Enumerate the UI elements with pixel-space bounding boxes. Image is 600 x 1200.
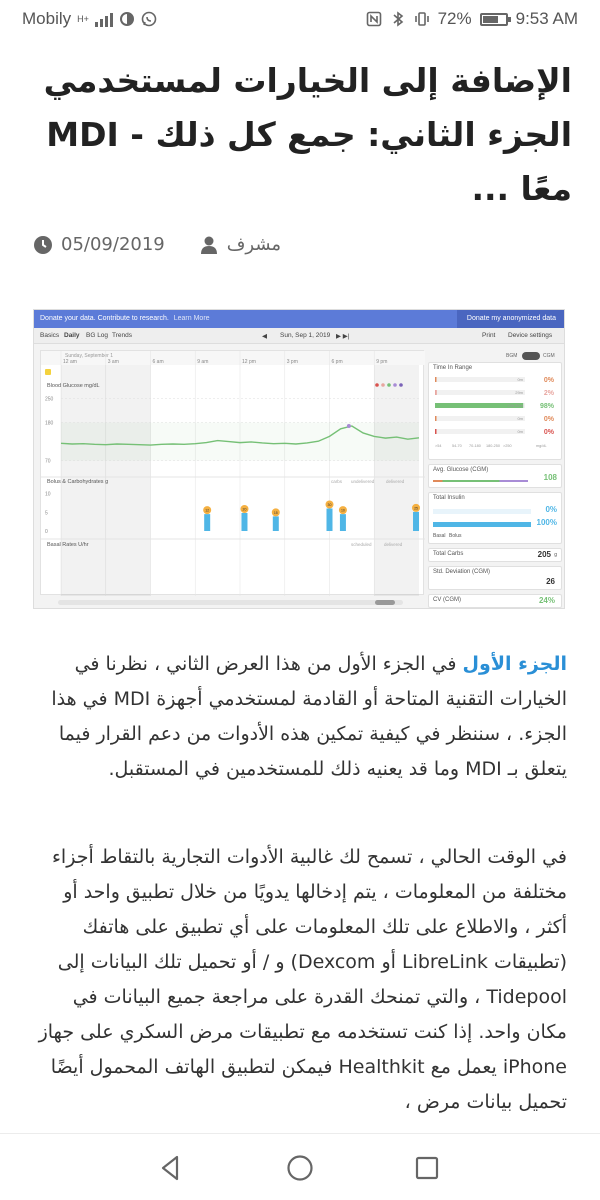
bolus-bar bbox=[413, 512, 419, 531]
bg-tick-label: 250 bbox=[45, 396, 54, 403]
tir-scale-label: >54 bbox=[435, 444, 442, 448]
device-settings-link: Device settings bbox=[508, 332, 553, 339]
shot-date: Sun, Sep 1, 2019 bbox=[280, 332, 331, 339]
target-range-band bbox=[61, 423, 419, 461]
bolus-tick-label: 5 bbox=[45, 510, 48, 517]
battery-icon bbox=[480, 13, 508, 26]
tir-percent: 0% bbox=[543, 429, 554, 436]
total-carbs-unit: g bbox=[554, 552, 557, 558]
donate-learn-more-link: Learn More bbox=[173, 315, 210, 322]
tir-bar bbox=[435, 390, 437, 395]
tir-scale-label: >250 bbox=[503, 444, 512, 448]
user-icon bbox=[199, 235, 219, 255]
article-author[interactable]: مشرف bbox=[226, 234, 282, 255]
time-tick-label: 12 pm bbox=[242, 359, 256, 365]
bg-legend-dot bbox=[393, 383, 397, 387]
bg-legend-dot bbox=[381, 383, 385, 387]
insulin-bolus-bar bbox=[433, 522, 531, 527]
donate-button: Donate my anonymized data bbox=[457, 310, 565, 328]
view-nav bbox=[34, 328, 565, 344]
home-icon[interactable] bbox=[285, 1153, 315, 1183]
tir-title: Time In Range bbox=[433, 365, 473, 371]
stats-panel bbox=[428, 350, 562, 608]
note-marker bbox=[45, 369, 51, 375]
tidepool-screenshot bbox=[33, 309, 565, 609]
tir-bar bbox=[435, 429, 437, 434]
basal-section-label: Basal Rates U/hr bbox=[47, 542, 89, 548]
carb-label: 12 bbox=[205, 508, 210, 513]
recents-icon[interactable] bbox=[412, 1153, 442, 1183]
bg-high-point bbox=[347, 424, 351, 428]
total-carbs-value: 205 bbox=[537, 550, 551, 559]
tir-bar bbox=[435, 416, 437, 421]
tir-scale-label: 54-70 bbox=[452, 444, 462, 448]
total-carbs-card bbox=[428, 548, 562, 562]
bg-legend-dot bbox=[387, 383, 391, 387]
tir-track bbox=[435, 377, 525, 382]
bg-section-label: Blood Glucose mg/dL bbox=[47, 383, 100, 389]
time-tick-label: 6 am bbox=[152, 359, 164, 365]
chart-scrollbar bbox=[58, 600, 403, 605]
tir-bars bbox=[433, 371, 557, 453]
tir-duration: 0m bbox=[517, 429, 523, 434]
battery-percent: 72% bbox=[437, 9, 472, 28]
time-tick-label: 9 am bbox=[197, 359, 209, 365]
tir-track bbox=[435, 416, 525, 421]
avg-glucose-value: 108 bbox=[543, 473, 557, 482]
network-type: H+ bbox=[77, 14, 89, 24]
article-title: الإضافة إلى الخيارات لمستخدمي الجزء الثاني: جمع كل ذلك - MDI معًا ... bbox=[43, 61, 572, 208]
total-insulin-card bbox=[428, 492, 562, 544]
status-right bbox=[366, 9, 578, 29]
bolus-tick-label: 10 bbox=[45, 491, 51, 498]
tir-bar bbox=[435, 377, 437, 382]
legend-delivered: delivered bbox=[386, 479, 405, 484]
legend-carbs: carbs bbox=[331, 479, 343, 484]
std-dev-card bbox=[428, 566, 562, 590]
chart-scrollbar-thumb bbox=[375, 600, 395, 605]
date-prev-icon: ◀ bbox=[262, 333, 267, 340]
bluetooth-icon bbox=[390, 11, 406, 27]
signal-icon bbox=[95, 11, 113, 27]
tir-percent: 0% bbox=[543, 416, 554, 423]
tir-track bbox=[435, 390, 525, 395]
avg-glucose-card bbox=[428, 464, 562, 488]
toggle-bgm-label: BGM bbox=[506, 353, 518, 359]
time-in-range-card bbox=[428, 362, 562, 460]
whatsapp-icon bbox=[141, 11, 157, 27]
time-tick-label: 9 pm bbox=[376, 359, 388, 365]
legend-undelivered: undelivered bbox=[351, 479, 375, 484]
donate-banner bbox=[34, 310, 565, 328]
time-tick-label: 3 am bbox=[107, 359, 119, 365]
bg-legend-dot bbox=[375, 383, 379, 387]
tir-scale-label: 70-180 bbox=[469, 444, 481, 448]
bolus-tick-label: 0 bbox=[45, 529, 48, 535]
daily-chart-panel bbox=[40, 350, 424, 595]
time-tick-label: 3 pm bbox=[286, 359, 298, 365]
carb-label: 25 bbox=[414, 506, 418, 511]
bolus-bar bbox=[241, 513, 247, 531]
clock-icon bbox=[33, 235, 53, 255]
carb-label: 20 bbox=[242, 507, 247, 512]
tab-daily: Daily bbox=[64, 332, 80, 339]
article-meta bbox=[33, 234, 281, 255]
status-bar bbox=[0, 0, 600, 40]
insulin-basal-bar bbox=[433, 509, 531, 514]
tir-percent: 98% bbox=[539, 403, 554, 410]
data-saver-icon bbox=[119, 11, 135, 27]
back-icon[interactable] bbox=[156, 1153, 186, 1183]
insulin-tab-basal: Basal bbox=[433, 533, 446, 539]
status-left bbox=[22, 9, 157, 29]
total-carbs-title: Total Carbs bbox=[433, 551, 464, 557]
daily-chart-svg bbox=[41, 351, 425, 596]
tir-duration: 0m bbox=[517, 377, 523, 382]
tab-bg-log: BG Log bbox=[86, 332, 109, 339]
tir-track bbox=[435, 429, 525, 434]
date-next-icon: ▶ ▶| bbox=[336, 333, 350, 340]
carrier-name: Mobily bbox=[22, 9, 72, 28]
insulin-basal-pct: 0% bbox=[545, 505, 557, 514]
tir-percent: 0% bbox=[543, 377, 554, 384]
tir-unit: mg/dL bbox=[536, 444, 547, 448]
tir-percent: 2% bbox=[543, 390, 554, 397]
total-insulin-title: Total Insulin bbox=[433, 495, 465, 501]
day-label: Sunday, September 1 bbox=[65, 353, 113, 359]
carb-label: 10 bbox=[340, 508, 345, 513]
bg-tick-label: 70 bbox=[45, 458, 51, 465]
bolus-bar bbox=[327, 509, 333, 532]
cv-card bbox=[428, 594, 562, 608]
print-link: Print bbox=[482, 332, 496, 339]
legend-delivered-basal: delivered bbox=[384, 542, 403, 547]
insulin-bolus-pct: 100% bbox=[536, 518, 557, 527]
bolus-bar bbox=[204, 514, 210, 531]
std-dev-title: Std. Deviation (CGM) bbox=[433, 569, 491, 575]
toggle-switch bbox=[522, 352, 540, 360]
bg-legend-dot bbox=[399, 383, 403, 387]
time-tick-label: 6 pm bbox=[331, 359, 343, 365]
bgm-cgm-toggle bbox=[428, 350, 562, 362]
insulin-tab-bolus: Bolus bbox=[449, 533, 462, 539]
tir-scale-label: 180-250 bbox=[486, 444, 500, 448]
nfc-icon bbox=[366, 11, 382, 27]
bolus-bar bbox=[273, 516, 279, 531]
tab-basics: Basics bbox=[40, 332, 60, 339]
carb-label: 30 bbox=[327, 503, 332, 507]
legend-scheduled: scheduled bbox=[351, 542, 372, 547]
article-paragraph-1-text: في الجزء الأول من هذا العرض الثاني ، نظرنا في الخيارات التقنية المتاحة أو القادمة لمستخدمي أجهزة MDI في هذا الجزء. ، سننظر في كيفية تمكين هذه الأدوات من دعم القرار فيما يتعلق بـ MDI وما قد يعنيه ذلك للمستخدمين في المستقبل. bbox=[51, 653, 567, 780]
vibrate-icon bbox=[414, 11, 430, 27]
cv-value: 24% bbox=[538, 596, 555, 605]
cv-title: CV (CGM) bbox=[433, 597, 461, 603]
system-nav-bar bbox=[0, 1133, 600, 1200]
bg-tick-label: 180 bbox=[45, 420, 54, 427]
article-date: 05/09/2019 bbox=[61, 234, 165, 255]
bolus-section-label: Bolus & Carbohydrates g bbox=[47, 479, 109, 485]
carb-label: 15 bbox=[273, 510, 278, 515]
tir-duration: 0m bbox=[517, 416, 523, 421]
avg-glucose-title: Avg. Glucose (CGM) bbox=[433, 467, 489, 473]
bolus-bar bbox=[340, 514, 346, 531]
clock: 9:53 AM bbox=[515, 9, 578, 28]
toggle-cgm-label: CGM bbox=[543, 353, 555, 359]
article-paragraph-2: في الوقت الحالي ، تسمح لك غالبية الأدوات التجارية بالتقاط أجزاء مختلفة من المعلومات ، يتم إدخالها يدويًا من خلال تطبيق واحد أو أكثر ، والاطلاع على تلك المعلومات على أي تطبيق على هاتفك (تطبيقات LibreLink أو Dexcom) و / أو تحميل تلك البيانات إلى Tidepool ، والتي تمنحك القدرة على مراجعة جميع البيانات في مكان واحد. إذا كنت تستخدمه مع تطبيقات مرض السكري على جهاز iPhone يعمل مع Healthkit فيمكن لتطبيق الهاتف المحمول أيضًا تحميل بيانات مرض ، bbox=[38, 846, 567, 1113]
tir-duration: 29m bbox=[515, 390, 523, 395]
tir-duration: 23h 32m bbox=[507, 403, 523, 408]
time-tick-label: 12 am bbox=[63, 359, 77, 365]
std-dev-value: 26 bbox=[546, 577, 555, 586]
avg-glucose-bar bbox=[433, 480, 528, 482]
donate-banner-text: Donate your data. Contribute to research. bbox=[40, 315, 169, 322]
part-one-link[interactable]: الجزء الأول bbox=[462, 653, 567, 675]
article-paragraph-1 bbox=[32, 647, 567, 787]
tab-trends: Trends bbox=[112, 332, 132, 339]
